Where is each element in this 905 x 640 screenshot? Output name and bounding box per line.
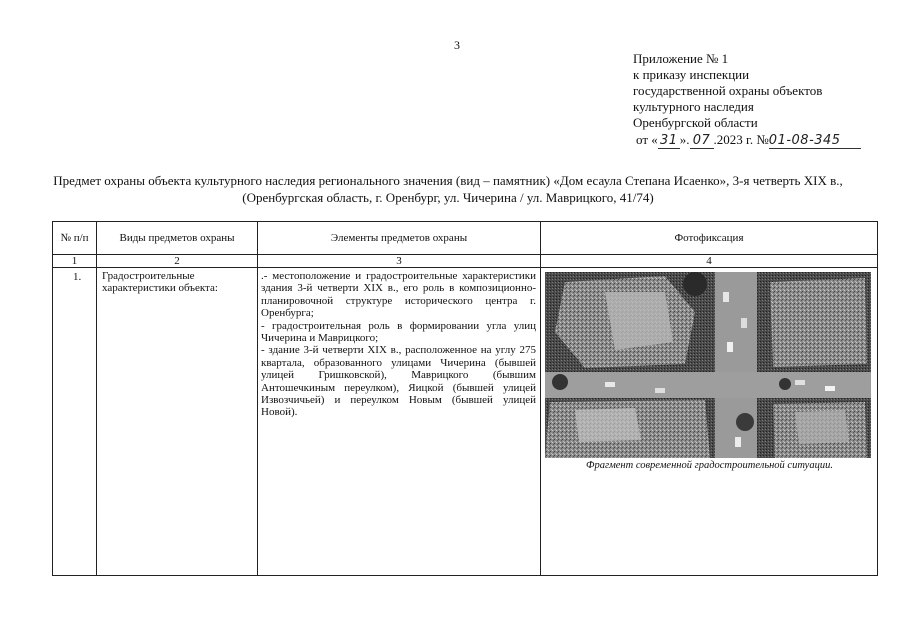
appendix-line: государственной охраны объектов	[633, 83, 823, 98]
date-month: 07	[690, 134, 714, 149]
table-row	[53, 268, 878, 576]
appendix-line: Приложение № 1	[633, 51, 729, 66]
aerial-photo	[545, 272, 871, 458]
date-mid: ».	[679, 132, 690, 147]
element-item: - градостроительная роль в формировании угла улиц Чичерина и Маврицкого;	[261, 319, 536, 345]
appendix-line: к приказу инспекции	[633, 67, 750, 82]
date-prefix: от «	[636, 132, 658, 147]
appendix-line: культурного наследия	[633, 99, 754, 114]
order-date-line	[636, 132, 861, 149]
appendix-block	[633, 51, 858, 149]
protection-table	[52, 221, 878, 576]
header-elements: Элементы предметов охраны	[258, 222, 541, 255]
protection-type: Градостроительные характеристики объекта:	[97, 268, 258, 576]
document-heading: Предмет охраны объекта культурного наследия регионального значения (вид – памятник) «Дом есаула Степана Исаенко», 3-я четверть XIX в., (Оренбургская область, г. Оренбург, ул. Чичерина / ул. Маврицкого, 41/74)	[53, 173, 843, 205]
photo-caption: Фрагмент современной градостроительной ситуации.	[586, 460, 833, 471]
column-number: 3	[258, 255, 541, 268]
page-number: 3	[454, 38, 460, 52]
column-number: 2	[97, 255, 258, 268]
table-header-row	[53, 222, 878, 255]
date-day: 31	[658, 134, 680, 149]
row-number: 1.	[53, 268, 97, 576]
appendix-line: Оренбургской области	[633, 115, 758, 130]
order-number: 01-08-345	[769, 134, 861, 149]
photo-cell	[541, 268, 878, 576]
column-number-row	[53, 255, 878, 268]
column-number: 4	[541, 255, 878, 268]
header-number: № п/п	[53, 222, 97, 255]
element-item: - здание 3-й четверти XIX в., расположенное на углу 275 квартала, образованного улицами Чичерина (бывшей улицей Гришковской), Маврицкого (бывшим Антошечкиным переулком), Яицкой (бывшей улицей Извозчичьей) и переулком Новым (бывшей улицей Новой).	[261, 344, 536, 419]
date-year: .2023 г. №	[713, 132, 769, 147]
header-types: Виды предметов охраны	[97, 222, 258, 255]
protection-elements	[258, 268, 541, 576]
element-item: .- местоположение и градостроительные характеристики здания 3-й четверти XIX в., его роль в композиционно-планировочной структуре исторического центра г. Оренбурга;	[261, 270, 536, 320]
header-photo: Фотофиксация	[541, 222, 878, 255]
protection-table-wrap	[52, 221, 878, 576]
column-number: 1	[53, 255, 97, 268]
